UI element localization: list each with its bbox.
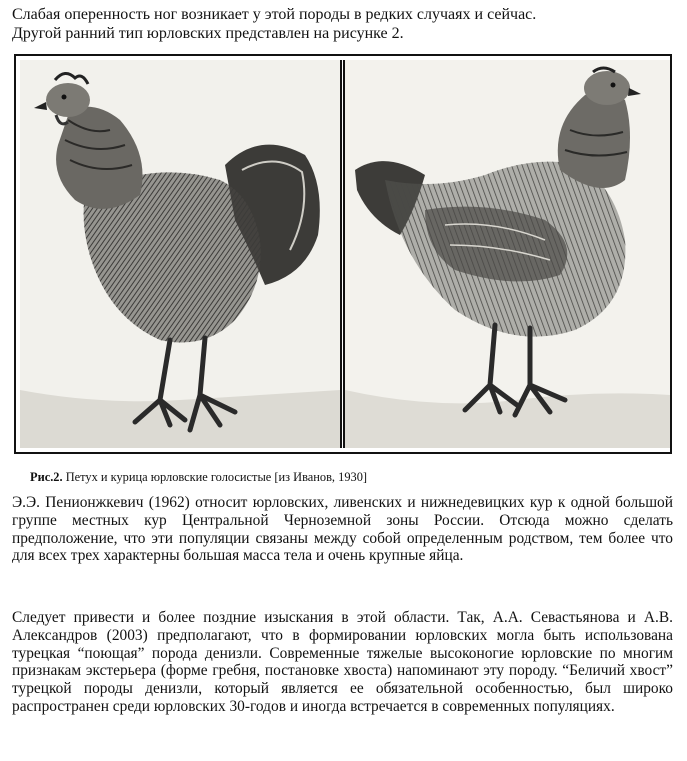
paragraph-2: Следует привести и более поздние изыскания в этой области. Так, А.А. Севастьянова и А.В. Александров (2003) предполагают, что в формировании юрловских могла быть использована турецкая “поющая” порода денизли. Современные тяжелые высоконогие юрловские по многим признакам экстерьера (форме гребня, постановке хвоста) напоминают эту породу. “Беличий хвост” турецкой породы денизли, который является ее обязательной особенностью, был широко распространен среди юрловских 30-годов и иногда встречается в современных популяциях. — [12, 609, 673, 715]
caption-label: Рис.2. — [30, 470, 63, 484]
intro-text — [12, 5, 673, 43]
hen-illustration — [343, 60, 670, 448]
paragraph-1: Э.Э. Пенионжкевич (1962) относит юрловских, ливенских и нижнедевицких кур к одной большой группе местных кур Центральной Черноземной зоны России. Отсюда можно сделать предположение, что эти популяции связаны между собой определенным родством, тем более что для всех трех характерны большая масса тела и очень крупные яйца. — [12, 494, 673, 565]
figure-frame — [14, 54, 672, 454]
intro-line-1: Слабая оперенность ног возникает у этой породы в редких случаях и сейчас. — [12, 6, 537, 23]
figure-caption — [30, 470, 367, 485]
caption-text: Петух и курица юрловские голосистые [из Иванов, 1930] — [62, 470, 368, 484]
rooster-illustration — [20, 60, 342, 448]
intro-line-2: Другой ранний тип юрловских представлен на рисунке 2. — [12, 25, 404, 42]
